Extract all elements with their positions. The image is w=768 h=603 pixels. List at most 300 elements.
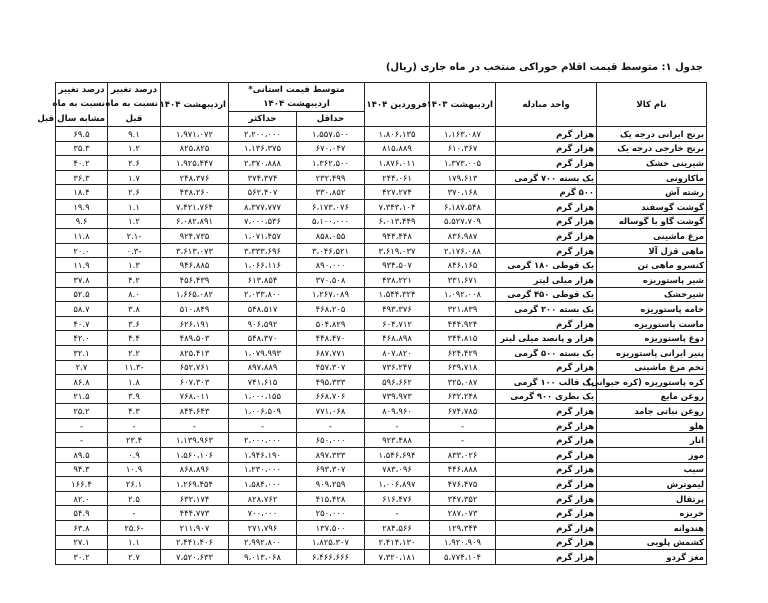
cell-name: مغز گردو — [597, 550, 707, 565]
cell-far1404: ۴۲۷،۲۷۴ — [365, 185, 430, 200]
cell-far1404: ۱،۵۴۶،۶۹۴ — [365, 448, 430, 463]
cell-ord1404: ۴۴۴،۷۷۳ — [161, 506, 229, 521]
cell-change-month: ۱.۱ — [108, 535, 161, 550]
cell-max: ۵۶۲،۴۰۷ — [229, 185, 297, 200]
table-row — [56, 185, 707, 200]
cell-max: ۱،۰۶۶،۱۱۶ — [229, 258, 297, 273]
cell-change-year: ۵۸.۷ — [56, 302, 108, 317]
cell-ord1404: ۶۲۶،۱۹۱ — [161, 316, 229, 331]
col-header-far1404: فروردین ۱۴۰۴ — [365, 83, 430, 127]
cell-unit: هزار گرم — [496, 156, 597, 171]
table-row — [56, 316, 707, 331]
cell-ord1403: ۴۷۶،۴۷۵ — [430, 477, 496, 492]
cell-far1404: ۵۹۶،۶۶۲ — [365, 375, 430, 390]
cell-min: ۵۰۴،۸۲۹ — [297, 316, 365, 331]
cell-name: تخم مرغ ماشینی — [597, 360, 707, 375]
table-title: جدول ۱: متوسط قیمت اقلام خوراکی منتخب در ماه جاری (ریال) — [385, 62, 703, 73]
cell-unit: هزار و پانصد میلی لیتر — [496, 331, 597, 346]
cell-change-year: ۲۰.۰ — [56, 243, 108, 258]
cell-min: ۱،۵۵۷،۵۰۰ — [297, 127, 365, 142]
cell-name: هلو — [597, 418, 707, 433]
cell-ord1404: ۲،۴۴۱،۴۰۶ — [161, 535, 229, 550]
cell-min: ۱،۲۶۷،۰۸۹ — [297, 287, 365, 302]
cell-min: ۹۰۹،۲۵۹ — [297, 477, 365, 492]
table-row — [56, 258, 707, 273]
cell-max: ۷،۰۰۰،۵۳۶ — [229, 214, 297, 229]
cell-ord1403: ۸۴۶،۱۶۵ — [430, 258, 496, 273]
cell-ord1404: - — [161, 418, 229, 433]
cell-change-year: ۵۲.۵ — [56, 287, 108, 302]
col-header-min: حداقل — [297, 112, 365, 127]
cell-min: ۸۹۷،۳۳۳ — [297, 448, 365, 463]
cell-change-month: ۰.۹ — [108, 448, 161, 463]
cell-change-month: - — [108, 418, 161, 433]
cell-far1404: ۶۰۴،۷۱۲ — [365, 316, 430, 331]
cell-max: ۸،۳۷۷،۷۷۷ — [229, 199, 297, 214]
cell-change-year: - — [56, 418, 108, 433]
cell-ord1404: ۲۱۱،۹۰۷ — [161, 521, 229, 536]
cell-name: برنج خارجی درجه یک — [597, 141, 707, 156]
cell-change-month: ۱.۲ — [108, 214, 161, 229]
table-row — [56, 199, 707, 214]
cell-change-month: -۲۵.۶ — [108, 521, 161, 536]
cell-ord1403: ۶۳۲،۲۴۸ — [430, 389, 496, 404]
table-row — [56, 141, 707, 156]
cell-max: ۲،۳۷۰،۸۸۸ — [229, 156, 297, 171]
cell-change-year: ۸۹.۵ — [56, 448, 108, 463]
cell-ord1404: ۹۴۶،۸۸۵ — [161, 258, 229, 273]
cell-min: ۷۷۱،۰۶۸ — [297, 404, 365, 419]
cell-ord1403: ۳۳۱،۶۷۱ — [430, 272, 496, 287]
cell-far1404: ۱،۸۷۶،۰۱۱ — [365, 156, 430, 171]
cell-change-year: ۱۸.۴ — [56, 185, 108, 200]
cell-unit: هزار گرم — [496, 229, 597, 244]
table-row — [56, 521, 707, 536]
cell-name: کنسرو ماهی تن — [597, 258, 707, 273]
cell-name: گوشت گاو یا گوساله — [597, 214, 707, 229]
cell-far1404: ۸۰۹،۹۶۰ — [365, 404, 430, 419]
cell-ord1403: ۲،۱۷۶،۰۸۸ — [430, 243, 496, 258]
cell-min: - — [297, 418, 365, 433]
cell-max: ۱،۱۳۶،۳۷۵ — [229, 141, 297, 156]
table-row — [56, 127, 707, 142]
cell-unit: هزار گرم — [496, 477, 597, 492]
cell-change-year: ۴۲.۰ — [56, 331, 108, 346]
cell-far1404: ۲۴۴،۰۶۱ — [365, 170, 430, 185]
cell-name: برنج ایرانی درجه یک — [597, 127, 707, 142]
cell-max: ۶۱۳،۸۵۴ — [229, 272, 297, 287]
cell-ord1404: ۶،۰۸۲،۸۹۱ — [161, 214, 229, 229]
cell-ord1404: ۸۶۸،۸۹۶ — [161, 462, 229, 477]
cell-ord1403: - — [430, 433, 496, 448]
cell-change-month: ۲.۶ — [108, 185, 161, 200]
cell-unit: ۵۰۰ گرم — [496, 185, 597, 200]
cell-max: ۵۴۸،۵۱۷ — [229, 302, 297, 317]
cell-max: ۸۹۷،۸۸۹ — [229, 360, 297, 375]
cell-ord1404: ۸۴۴،۶۴۳ — [161, 404, 229, 419]
cell-far1404: ۹۲۳،۴۸۸ — [365, 433, 430, 448]
cell-name: رشته آش — [597, 185, 707, 200]
cell-ord1403: ۵،۵۲۷،۷۰۹ — [430, 214, 496, 229]
cell-min: ۶۹۳،۳۰۷ — [297, 462, 365, 477]
cell-name: ماست پاستوریزه — [597, 316, 707, 331]
cell-ord1403: ۳۴۴،۸۱۵ — [430, 331, 496, 346]
col-header-chg-year-l3: مشابه سال قبل — [56, 112, 108, 127]
table-row — [56, 229, 707, 244]
cell-max: ۷۰۰،۰۰۰ — [229, 506, 297, 521]
col-header-chg-month-l3: قبل — [108, 112, 161, 127]
cell-name: پرتقال — [597, 491, 707, 506]
cell-unit: یک قالب ۱۰۰ گرمی — [496, 375, 597, 390]
cell-ord1403: ۱۲۹،۳۴۴ — [430, 521, 496, 536]
table-row — [56, 389, 707, 404]
cell-min: ۱۳۷،۵۰۰ — [297, 521, 365, 536]
cell-min: ۶۵۰،۰۰۰ — [297, 433, 365, 448]
cell-unit: هزار گرم — [496, 360, 597, 375]
cell-change-year: ۵۴.۹ — [56, 506, 108, 521]
cell-ord1404: ۴۵۶،۴۳۹ — [161, 272, 229, 287]
cell-max: ۲۷۱،۷۹۶ — [229, 521, 297, 536]
cell-name: پنیر ایرانی پاستوریزه — [597, 345, 707, 360]
col-header-provincial: متوسط قیمت استانی* — [229, 83, 365, 98]
cell-change-month: ۲.۲ — [108, 345, 161, 360]
cell-change-year: ۶۳.۸ — [56, 521, 108, 536]
col-header-chg-year-l1: درصد تغییر — [56, 83, 108, 98]
cell-min: ۵،۱۰۰،۰۰۰ — [297, 214, 365, 229]
table-row — [56, 448, 707, 463]
cell-name: کره پاستوریزه (کره حیوانی) — [597, 375, 707, 390]
cell-max: ۱،۵۸۴،۰۰۰ — [229, 477, 297, 492]
cell-max: ۹،۰۱۳،۰۶۸ — [229, 550, 297, 565]
cell-name: روغن مایع — [597, 389, 707, 404]
cell-change-month: ۴.۲ — [108, 272, 161, 287]
cell-change-year: ۲۱.۵ — [56, 389, 108, 404]
cell-ord1404: ۱،۱۳۹،۹۶۳ — [161, 433, 229, 448]
table-row — [56, 287, 707, 302]
cell-ord1404: ۷،۴۲۱،۷۶۴ — [161, 199, 229, 214]
cell-far1404: ۴۳۸،۲۲۱ — [365, 272, 430, 287]
cell-change-year: ۲۵.۲ — [56, 404, 108, 419]
cell-max: - — [229, 418, 297, 433]
table-row — [56, 331, 707, 346]
cell-far1404: ۲،۴۱۴،۱۳۰ — [365, 535, 430, 550]
cell-name: موز — [597, 448, 707, 463]
cell-min: ۴۹۵،۳۳۳ — [297, 375, 365, 390]
cell-ord1404: ۶۵۲،۷۶۱ — [161, 360, 229, 375]
cell-change-month: ۹.۱ — [108, 127, 161, 142]
col-header-chg-month-l2: نسبت به ماه — [108, 97, 161, 112]
cell-unit: یک بسته ۵۰۰ گرمی — [496, 345, 597, 360]
cell-unit: یک قوطی ۱۸۰ گرمی — [496, 258, 597, 273]
cell-change-year: ۹۴.۳ — [56, 462, 108, 477]
cell-change-year: ۴۰.۲ — [56, 156, 108, 171]
cell-unit: یک قوطی ۴۵۰ گرمی — [496, 287, 597, 302]
cell-ord1403: ۲۸۷،۰۷۳ — [430, 506, 496, 521]
cell-unit: هزار گرم — [496, 418, 597, 433]
cell-change-month: - — [108, 506, 161, 521]
cell-unit: هزار گرم — [496, 243, 597, 258]
cell-unit: هزار گرم — [496, 550, 597, 565]
cell-ord1404: ۷۶۸،۰۱۱ — [161, 389, 229, 404]
cell-far1404: ۱،۸۰۶،۱۳۵ — [365, 127, 430, 142]
table-row — [56, 272, 707, 287]
cell-name: گوشت گوسفند — [597, 199, 707, 214]
cell-ord1404: ۹۲۴،۷۳۵ — [161, 229, 229, 244]
cell-max: ۱،۰۰۰،۱۵۵ — [229, 389, 297, 404]
cell-far1404: ۹۳۴،۵۰۷ — [365, 258, 430, 273]
cell-min: ۴۵۷،۳۰۷ — [297, 360, 365, 375]
cell-unit: یک بسته ۲۰۰ گرمی — [496, 302, 597, 317]
cell-ord1403: ۱،۳۷۳،۰۰۵ — [430, 156, 496, 171]
cell-change-month: -۱۱.۳ — [108, 360, 161, 375]
cell-far1404: ۷،۳۴۳،۱۰۴ — [365, 199, 430, 214]
col-header-max: حداکثر — [229, 112, 297, 127]
cell-ord1403: ۱،۹۲۰،۹۰۹ — [430, 535, 496, 550]
cell-ord1403: ۳۲۱،۸۳۹ — [430, 302, 496, 317]
table-row — [56, 170, 707, 185]
cell-change-month: ۲۶.۱ — [108, 477, 161, 492]
table-row — [56, 418, 707, 433]
table-row — [56, 404, 707, 419]
cell-unit: هزار گرم — [496, 404, 597, 419]
col-header-provincial-sub: اردیبهشت ۱۴۰۴ — [229, 97, 365, 112]
table-row — [56, 360, 707, 375]
cell-ord1403: ۸۳۳،۰۲۶ — [430, 448, 496, 463]
cell-ord1404: ۷،۵۲۰،۶۳۳ — [161, 550, 229, 565]
cell-unit: هزار گرم — [496, 214, 597, 229]
cell-ord1404: ۲۴۸،۳۷۶ — [161, 170, 229, 185]
cell-change-month: ۴.۴ — [108, 331, 161, 346]
cell-max: ۱،۹۴۶،۱۹۰ — [229, 448, 297, 463]
cell-change-month: ۲.۶ — [108, 156, 161, 171]
cell-name: ماهی قزل آلا — [597, 243, 707, 258]
cell-ord1403: ۶،۱۸۷،۵۴۸ — [430, 199, 496, 214]
cell-far1404: ۶،۰۱۳،۴۴۹ — [365, 214, 430, 229]
cell-max: ۲،۲۰۰،۰۰۰ — [229, 127, 297, 142]
cell-unit: هزار گرم — [496, 141, 597, 156]
cell-unit: هزار گرم — [496, 199, 597, 214]
table-row — [56, 433, 707, 448]
cell-min: ۱،۳۶۲،۵۰۰ — [297, 156, 365, 171]
table-row — [56, 491, 707, 506]
cell-far1404: ۳،۶۱۹،۰۳۷ — [365, 243, 430, 258]
cell-change-month: ۲۳.۴ — [108, 433, 161, 448]
cell-ord1404: ۸۲۵،۴۱۳ — [161, 345, 229, 360]
cell-far1404: ۷۸۳،۰۹۶ — [365, 462, 430, 477]
cell-ord1404: ۵۱۰،۸۴۹ — [161, 302, 229, 317]
table-row — [56, 156, 707, 171]
cell-ord1403: ۴۴۴،۹۲۴ — [430, 316, 496, 331]
cell-name: سیب — [597, 462, 707, 477]
col-header-ord1403: اردیبهشت ۱۴۰۳ — [430, 83, 496, 127]
cell-far1404: ۱،۰۰۶،۸۹۷ — [365, 477, 430, 492]
cell-min: ۳،۰۴۶،۵۲۱ — [297, 243, 365, 258]
cell-name: ماکارونی — [597, 170, 707, 185]
cell-ord1404: ۱،۶۶۵،۰۸۲ — [161, 287, 229, 302]
cell-ord1403: ۶۲۴،۴۲۹ — [430, 345, 496, 360]
cell-min: ۴۱۵،۴۲۸ — [297, 491, 365, 506]
table-row — [56, 462, 707, 477]
cell-far1404: ۶۱۶،۴۷۶ — [365, 491, 430, 506]
col-header-chg-month-l1: درصد تغییر — [108, 83, 161, 98]
cell-name: شیرینی خشک — [597, 156, 707, 171]
table-row — [56, 477, 707, 492]
cell-change-month: ۱.۲ — [108, 141, 161, 156]
cell-ord1404: ۱،۲۶۹،۴۵۴ — [161, 477, 229, 492]
cell-change-month: -۰.۳ — [108, 243, 161, 258]
cell-change-year: ۱۹.۹ — [56, 199, 108, 214]
cell-change-month: ۱۰.۹ — [108, 462, 161, 477]
col-header-ord1404: اردیبهشت ۱۴۰۴ — [161, 83, 229, 127]
cell-change-year: ۳۶.۳ — [56, 170, 108, 185]
cell-unit: هزار گرم — [496, 316, 597, 331]
cell-name: شیرخشک — [597, 287, 707, 302]
cell-change-year: ۳۵.۳ — [56, 141, 108, 156]
cell-change-month: ۱.۸ — [108, 375, 161, 390]
cell-max: ۷۴۱،۶۱۵ — [229, 375, 297, 390]
cell-min: ۲۳۲،۴۹۹ — [297, 170, 365, 185]
cell-change-year: ۸۶.۸ — [56, 375, 108, 390]
cell-name: مرغ ماشینی — [597, 229, 707, 244]
cell-min: ۶۸۷،۷۷۱ — [297, 345, 365, 360]
cell-change-month: ۳.۶ — [108, 316, 161, 331]
cell-unit: هزار گرم — [496, 535, 597, 550]
cell-ord1403: ۱۷۹،۶۱۳ — [430, 170, 496, 185]
cell-max: ۱،۰۰۶،۵۰۹ — [229, 404, 297, 419]
table-row — [56, 345, 707, 360]
cell-change-year: ۱۱.۹ — [56, 258, 108, 273]
cell-ord1403: - — [430, 418, 496, 433]
cell-unit: هزار گرم — [496, 127, 597, 142]
cell-ord1403: ۳۴۷،۳۵۲ — [430, 491, 496, 506]
cell-change-month: ۲.۷ — [108, 550, 161, 565]
cell-max: ۳۷۴،۳۷۴ — [229, 170, 297, 185]
col-header-unit: واحد مبادله — [496, 83, 597, 127]
cell-far1404: - — [365, 418, 430, 433]
cell-change-month: -۲.۱ — [108, 229, 161, 244]
cell-ord1403: ۳۷۰،۱۶۸ — [430, 185, 496, 200]
cell-name: خربزه — [597, 506, 707, 521]
table-header — [37, 83, 707, 127]
cell-unit: هزار گرم — [496, 448, 597, 463]
table-row — [56, 302, 707, 317]
cell-min: ۸۹۰،۰۰۰ — [297, 258, 365, 273]
cell-max: ۸۲۸،۷۶۲ — [229, 491, 297, 506]
cell-ord1403: ۶۳۹،۷۱۸ — [430, 360, 496, 375]
cell-ord1404: ۴۳۸،۲۶۰ — [161, 185, 229, 200]
cell-max: ۵۴۸،۳۷۰ — [229, 331, 297, 346]
cell-name: کشمش پلویی — [597, 535, 707, 550]
table-row — [56, 243, 707, 258]
cell-far1404: ۲۸۴،۵۶۶ — [365, 521, 430, 536]
cell-min: ۶۷۰،۰۴۷ — [297, 141, 365, 156]
cell-max: ۱،۲۳۰،۰۰۰ — [229, 462, 297, 477]
cell-far1404: ۷۳۶،۲۴۷ — [365, 360, 430, 375]
cell-min: ۶،۴۶۶،۶۶۶ — [297, 550, 365, 565]
cell-ord1404: ۶۳۲،۱۷۴ — [161, 491, 229, 506]
cell-unit: هزار گرم — [496, 521, 597, 536]
table-row — [56, 214, 707, 229]
table-row — [56, 506, 707, 521]
cell-unit: هزار گرم — [496, 491, 597, 506]
cell-ord1403: ۶۱۰،۳۶۷ — [430, 141, 496, 156]
col-header-name: نام کالا — [597, 83, 707, 127]
cell-name: روغن نباتی جامد — [597, 404, 707, 419]
cell-ord1404: ۱،۹۷۱،۰۷۲ — [161, 127, 229, 142]
cell-min: ۳۷۰،۵۰۸ — [297, 272, 365, 287]
cell-unit: هزار گرم — [496, 433, 597, 448]
cell-change-year: ۶۹.۵ — [56, 127, 108, 142]
cell-change-year: ۳۲.۱ — [56, 345, 108, 360]
cell-change-year: ۴۰.۷ — [56, 316, 108, 331]
cell-ord1403: ۸۳۶،۹۸۷ — [430, 229, 496, 244]
cell-change-year: ۱۶۶.۴ — [56, 477, 108, 492]
cell-name: خامه پاستوریزه — [597, 302, 707, 317]
cell-ord1403: ۵،۷۷۴،۱۰۴ — [430, 550, 496, 565]
cell-change-month: ۳.۹ — [108, 389, 161, 404]
cell-change-year: ۸۲.۰ — [56, 491, 108, 506]
cell-far1404: ۴۹۳،۳۷۶ — [365, 302, 430, 317]
cell-far1404: - — [365, 506, 430, 521]
cell-change-year: ۱۱.۸ — [56, 229, 108, 244]
cell-min: ۶،۱۷۳،۰۷۶ — [297, 199, 365, 214]
table-row — [56, 375, 707, 390]
cell-ord1403: ۴۴۶،۸۸۸ — [430, 462, 496, 477]
cell-far1404: ۱،۵۴۴،۳۲۴ — [365, 287, 430, 302]
cell-ord1404: ۳،۶۱۳،۰۷۳ — [161, 243, 229, 258]
cell-name: انار — [597, 433, 707, 448]
cell-min: ۸۵۸،۰۵۵ — [297, 229, 365, 244]
cell-change-year: ۲۷.۱ — [56, 535, 108, 550]
cell-change-month: ۱.۱ — [108, 199, 161, 214]
cell-min: ۳۳۰،۸۵۲ — [297, 185, 365, 200]
cell-change-year: - — [56, 433, 108, 448]
cell-min: ۲۵۰،۰۰۰ — [297, 506, 365, 521]
cell-ord1404: ۸۲۵،۸۲۵ — [161, 141, 229, 156]
cell-change-month: ۳.۸ — [108, 302, 161, 317]
cell-max: ۲،۹۹۲،۸۰۰ — [229, 535, 297, 550]
cell-change-month: ۱.۷ — [108, 170, 161, 185]
cell-min: ۱،۸۲۵،۳۰۷ — [297, 535, 365, 550]
cell-far1404: ۴۶۸،۸۹۸ — [365, 331, 430, 346]
cell-ord1404: ۱،۵۶۰،۱۰۶ — [161, 448, 229, 463]
cell-change-year: ۲.۷ — [56, 360, 108, 375]
cell-name: هندوانه — [597, 521, 707, 536]
cell-ord1403: ۳۲۵،۰۸۷ — [430, 375, 496, 390]
cell-ord1404: ۱،۹۲۵،۴۴۷ — [161, 156, 229, 171]
col-header-chg-year-l2: نسبت به ماه — [56, 97, 108, 112]
cell-name: شیر پاستوریزه — [597, 272, 707, 287]
cell-far1404: ۷،۳۲۰،۱۸۱ — [365, 550, 430, 565]
cell-ord1403: ۱،۰۹۲،۰۰۸ — [430, 287, 496, 302]
cell-max: ۲،۰۳۳،۸۰۰ — [229, 287, 297, 302]
cell-min: ۶۶۸،۷۰۶ — [297, 389, 365, 404]
cell-unit: هزار میلی لیتر — [496, 272, 597, 287]
cell-min: ۴۶۸،۲۰۵ — [297, 302, 365, 317]
price-table — [37, 82, 707, 565]
cell-max: ۲،۰۰۰،۰۰۰ — [229, 433, 297, 448]
cell-ord1403: ۱،۱۶۳،۰۸۷ — [430, 127, 496, 142]
cell-change-month: ۲.۵ — [108, 491, 161, 506]
cell-unit: یک بسته ۷۰۰ گرمی — [496, 170, 597, 185]
table-row — [56, 550, 707, 565]
cell-max: ۳،۳۳۳،۶۹۶ — [229, 243, 297, 258]
cell-change-year: ۳۰.۲ — [56, 550, 108, 565]
cell-name: دوغ پاستوریزه — [597, 331, 707, 346]
cell-far1404: ۹۴۴،۴۴۸ — [365, 229, 430, 244]
cell-unit: هزار گرم — [496, 462, 597, 477]
cell-max: ۱،۰۷۹،۹۹۳ — [229, 345, 297, 360]
